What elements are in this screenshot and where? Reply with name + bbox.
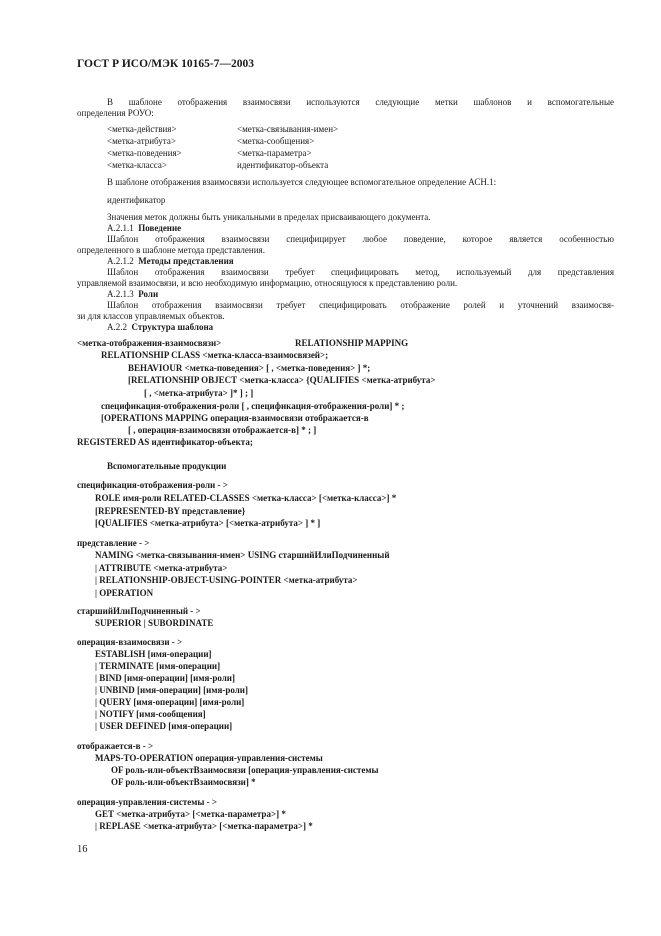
section-a211-line-1: Шаблон отображения взаимосвязи специфицирует любое поведение, которое является особенностью xyxy=(107,234,614,244)
section-number: А.2.1.2 xyxy=(107,256,134,266)
operation-line: | QUERY [имя-операции] [имя-роли] xyxy=(95,697,245,707)
section-a22-heading xyxy=(107,322,213,333)
label-right-3: <метка-параметра> xyxy=(237,148,312,158)
section-a211-heading xyxy=(107,223,181,234)
template-line-1: <метка-отображения-взаимосвязи> xyxy=(77,338,222,348)
template-line-2: RELATIONSHIP CLASS <метка-класса-взаимосвязей>; xyxy=(101,350,329,360)
section-a213-line-1: Шаблон отображения взаимосвязи требует специфицировать отображение ролей и уточнений взаимосвя- xyxy=(107,300,614,310)
template-line-4: [RELATIONSHIP OBJECT <метка-класса> {QUALIFIES <метка-атрибута> xyxy=(128,375,436,385)
operation-line: | USER DEFINED [имя-операции] xyxy=(95,721,233,731)
sysop-head: операция-управления-системы - > xyxy=(77,797,218,807)
operation-line: | NOTIFY [имя-сообщения] xyxy=(95,709,206,719)
role-spec-line: [REPRESENTED-BY представление} xyxy=(95,506,246,516)
page-header: ГОСТ Р ИСО/МЭК 10165-7—2003 xyxy=(77,58,254,70)
representation-line: | ATTRIBUTE <метка-атрибута> xyxy=(95,563,228,573)
label-left-2: <метка-атрибута> xyxy=(107,136,176,146)
maps-line: OF роль-или-объектВзаимосвязи] * xyxy=(111,777,256,787)
operation-line: ESTABLISH [имя-операции] xyxy=(95,649,212,659)
operation-line: | TERMINATE [имя-операции] xyxy=(95,661,221,671)
representation-line: NAMING <метка-связывания-имен> USING старшийИлиПодчиненный xyxy=(95,550,390,560)
operation-head: операция-взаимосвязи - > xyxy=(77,637,183,647)
section-title: Поведение xyxy=(138,223,182,233)
template-keyword: RELATIONSHIP MAPPING xyxy=(295,338,409,348)
template-line-5: [ , <метка-атрибута> ]* ] ; ] xyxy=(144,388,254,398)
label-left-1: <метка-действия> xyxy=(107,124,177,134)
asn-def: идентификатор xyxy=(107,195,166,205)
maps-line: OF роль-или-объектВзаимосвязи [операция-управления-системы xyxy=(111,765,379,775)
template-line-9: REGISTERED AS идентификатор-объекта; xyxy=(77,437,253,447)
label-right-1: <метка-связывания-имен> xyxy=(237,124,339,134)
section-a211-line-2: определенного в шаблоне метода представления. xyxy=(77,245,265,255)
representation-line: | RELATIONSHIP-OBJECT-USING-POINTER <метка-атрибута> xyxy=(95,575,358,585)
template-line-6: спецификация-отображения-роли [ , спецификация-отображения-роли] * ; xyxy=(101,401,405,411)
asn-line: В шаблоне отображения взаимосвязи используется следующее вспомогательное определение АСН.1: xyxy=(107,177,497,187)
unique-line: Значения меток должны быть уникальными в пределах присваивающего документа. xyxy=(107,212,431,222)
template-line-8: [ , операция-взаимосвязи отображается-в] * ; ] xyxy=(128,425,317,435)
sysop-line: GET <метка-атрибута> [<метка-параметра>] * xyxy=(95,809,286,819)
section-a212-line-2: управляемой взаимосвязи, и всю необходимую информацию, относящуюся к представлению роли. xyxy=(77,278,458,288)
representation-head: представление - > xyxy=(77,538,150,548)
maps-line: MAPS-TO-OPERATION операция-управления-системы xyxy=(95,753,323,763)
section-title: Методы представления xyxy=(138,256,234,266)
operation-line: | BIND [имя-операции] [имя-роли] xyxy=(95,673,235,683)
intro-line-1: В шаблоне отображения взаимосвязи используются следующие метки шаблонов и вспомогательные xyxy=(107,97,614,107)
sysop-line: | REPLASE <метка-атрибута> [<метка-параметра>] * xyxy=(95,821,313,831)
superior-line: SUPERIOR | SUBORDINATE xyxy=(95,618,214,628)
section-a212-heading xyxy=(107,256,234,267)
label-right-4: идентификатор-объекта xyxy=(237,160,329,170)
section-number: А.2.1.3 xyxy=(107,289,134,299)
role-spec-head: спецификация-отображения-роли - > xyxy=(77,480,228,490)
role-spec-line: [QUALIFIES <метка-атрибута> [<метка-атрибута> ] * ] xyxy=(95,518,321,528)
section-number: А.2.1.1 xyxy=(107,223,134,233)
superior-head: старшийИлиПодчиненный - > xyxy=(77,606,201,616)
aux-title: Вспомогательные продукции xyxy=(107,461,227,471)
section-title: Структура шаблона xyxy=(131,322,214,332)
template-line-7: [OPERATIONS MAPPING операция-взаимосвязи отображается-в xyxy=(101,413,369,423)
label-right-2: <метка-сообщения> xyxy=(237,136,315,146)
section-a213-heading xyxy=(107,289,158,300)
page-number: 16 xyxy=(77,844,88,855)
section-a213-line-2: зи для классов управляемых объектов. xyxy=(77,311,225,321)
section-a212-line-1: Шаблон отображения взаимосвязи требует специфицировать метод, используемый для представления xyxy=(107,267,614,277)
section-title: Роли xyxy=(138,289,159,299)
intro-line-2: определения РОУО: xyxy=(77,108,154,118)
template-line-3: BEHAVIOUR <метка-поведения> [ , <метка-поведения> ] *; xyxy=(128,363,371,373)
label-left-3: <метка-поведения> xyxy=(107,148,182,158)
representation-line: | OPERATION xyxy=(95,588,154,598)
operation-line: | UNBIND [имя-операции] [имя-роли] xyxy=(95,685,248,695)
section-number: А.2.2 xyxy=(107,322,127,332)
label-left-4: <метка-класса> xyxy=(107,160,167,170)
role-spec-line: ROLE имя-роли RELATED-CLASSES <метка-класса> [<метка-класса>] * xyxy=(95,493,397,503)
maps-head: отображается-в - > xyxy=(77,741,154,751)
